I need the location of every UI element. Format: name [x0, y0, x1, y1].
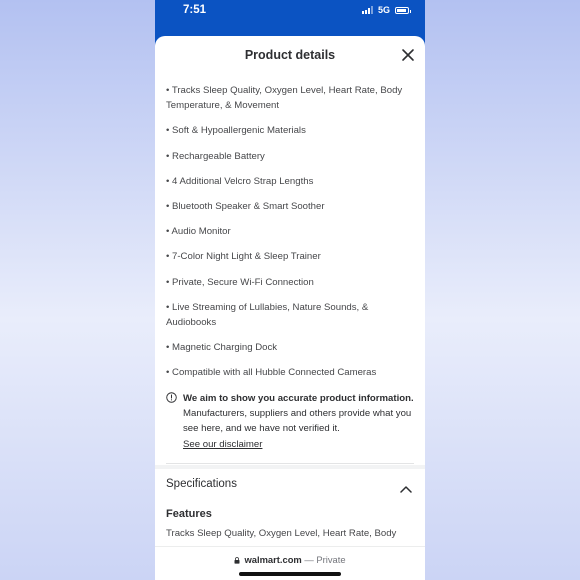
home-indicator[interactable]: [239, 572, 341, 576]
bullet-item: • Private, Secure Wi-Fi Connection: [166, 276, 314, 288]
bullet-item: • Bluetooth Speaker & Smart Soother: [166, 201, 325, 213]
url-domain: walmart.com: [244, 554, 302, 565]
phone-screen: [155, 0, 425, 580]
notice-heading: We aim to show you accurate product information.: [183, 393, 414, 404]
app-header: [155, 22, 425, 36]
network-label: 5G: [377, 5, 390, 15]
url-separator: —: [301, 554, 317, 565]
bullet-item: • Audio Monitor: [166, 226, 231, 238]
bullet-item: • 4 Additional Velcro Strap Lengths: [166, 175, 314, 187]
background-right: [425, 0, 580, 580]
url-display: [155, 554, 425, 565]
features-text: Tracks Sleep Quality, Oxygen Level, Heart Rate, Body: [166, 528, 397, 539]
browser-url-bar[interactable]: [155, 546, 425, 580]
private-label: Private: [316, 554, 346, 565]
battery-icon: [395, 7, 409, 14]
divider: [166, 463, 414, 464]
close-button[interactable]: [401, 48, 415, 62]
section-separator: [155, 465, 425, 469]
notice-text: [183, 391, 415, 452]
sheet-title: Product details: [244, 48, 336, 62]
chevron-up-icon: [400, 485, 412, 493]
info-icon: [166, 392, 177, 403]
bullet-item: • Compatible with all Hubble Connected Cameras: [166, 367, 377, 379]
bullet-item: • Soft & Hypoallergenic Materials: [166, 125, 306, 137]
specifications-toggle[interactable]: [166, 478, 414, 498]
product-details-sheet: [155, 36, 425, 546]
disclaimer-link[interactable]: See our disclaimer: [183, 438, 263, 450]
status-bar: [155, 0, 425, 22]
specifications-label: Specifications: [166, 478, 237, 490]
lock-icon: [234, 557, 240, 564]
features-heading: Features: [166, 508, 212, 520]
bullet-item: • Tracks Sleep Quality, Oxygen Level, Heart Rate, Body Temperature, & Movement: [166, 85, 403, 112]
signal-icon: [362, 6, 373, 14]
bullet-item: • Rechargeable Battery: [166, 150, 265, 162]
status-indicators: [362, 5, 409, 15]
close-icon: [401, 48, 415, 62]
bullet-item: • Magnetic Charging Dock: [166, 342, 278, 354]
background-left: [0, 0, 155, 580]
notice-body: Manufacturers, suppliers and others provide what you see here, and we have not verified it.: [183, 408, 412, 435]
bullet-item: • 7-Color Night Light & Sleep Trainer: [166, 251, 321, 263]
bullet-item: • Live Streaming of Lullabies, Nature Sounds, & Audiobooks: [166, 301, 369, 329]
feature-bullet-list: [166, 83, 414, 391]
status-time: 7:51: [183, 4, 207, 16]
